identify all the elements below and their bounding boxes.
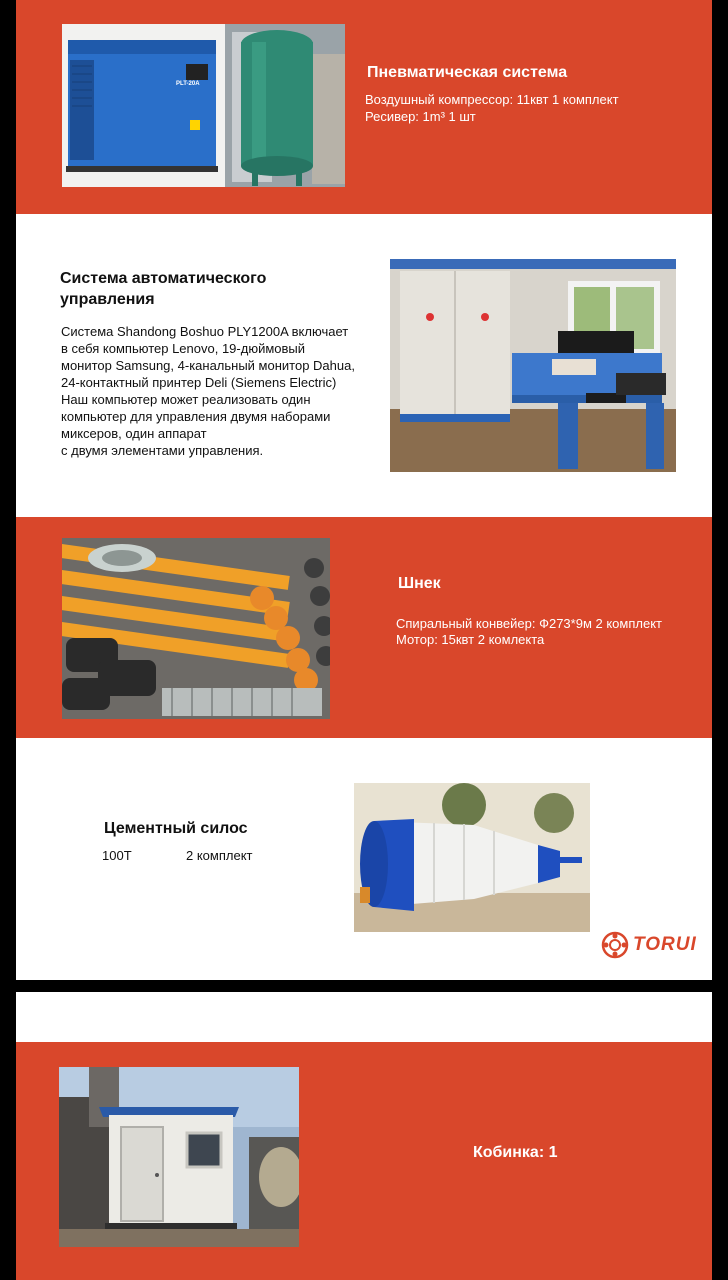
- cabin-header-strip: [16, 992, 712, 1042]
- control-description-line: в себя компьютер Lenovo, 19-дюймовый: [61, 341, 306, 356]
- compressor-model-label: PLT-20A: [176, 81, 200, 87]
- screw-line-2: Мотор: 15квт 2 комлекта: [396, 632, 545, 647]
- screw-line-1: Спиральный конвейер: Ф273*9м 2 комплект: [396, 616, 662, 631]
- pneumatic-line-1: Воздушный компрессор: 11квт 1 комплект: [365, 92, 619, 107]
- cement-silo-photo: [354, 783, 590, 932]
- control-description-line: Наш компьютер может реализовать один: [61, 392, 311, 407]
- silo-title: Цементный силос: [104, 820, 248, 837]
- control-description: [61, 323, 391, 459]
- control-description-line: компьютер для управления двумя наборами: [61, 409, 331, 424]
- control-description-line: миксеров, один аппарат: [61, 426, 207, 441]
- compressor-photo: [62, 24, 345, 187]
- control-description-line: Система Shandong Boshuo PLY1200A включает: [61, 324, 349, 339]
- cabin-section: [16, 1042, 712, 1280]
- pneumatic-section: [16, 0, 712, 214]
- screw-conveyor-photo: [62, 538, 330, 719]
- pneumatic-title: Пневматическая система: [367, 64, 568, 81]
- screw-section: [16, 517, 712, 738]
- control-description-line: монитор Samsung, 4-канальный монитор Dahua,: [61, 358, 355, 373]
- screw-conveyor-illustration: [62, 538, 330, 719]
- control-section: [16, 214, 712, 517]
- torui-logo-icon: [600, 930, 630, 960]
- cement-silo-illustration: [354, 783, 590, 932]
- silo-section: [16, 738, 712, 980]
- control-room-illustration: [390, 259, 676, 472]
- control-description-line: с двумя элементами управления.: [61, 443, 264, 458]
- compressor-illustration: [62, 24, 345, 187]
- control-description-line: 24-контактный принтер Deli (Siemens Electric): [61, 375, 337, 390]
- silo-capacity: 100T: [102, 848, 132, 863]
- torui-logo-text: TORUI: [633, 934, 697, 955]
- cabin-title: Кобинка: 1: [473, 1144, 558, 1161]
- torui-logo: [600, 930, 700, 960]
- silo-quantity: 2 комплект: [186, 848, 253, 863]
- control-room-photo: [390, 259, 676, 472]
- pneumatic-line-2: Ресивер: 1m³ 1 шт: [365, 109, 476, 124]
- cabin-photo: [59, 1067, 299, 1247]
- screw-title: Шнек: [398, 575, 441, 592]
- control-title: Система автоматического управления: [60, 270, 267, 308]
- cabin-illustration: [59, 1067, 299, 1247]
